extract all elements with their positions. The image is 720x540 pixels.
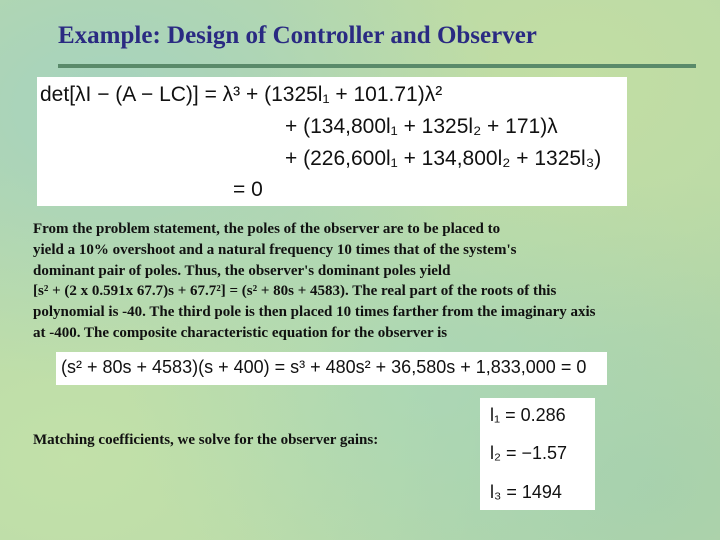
paragraph-line-1: From the problem statement, the poles of the observer are to be placed to: [33, 221, 501, 237]
paragraph-line-2: yield a 10% overshoot and a natural frequency 10 times that of the system's: [33, 241, 517, 258]
observer-gains-box: [480, 398, 595, 510]
paragraph-line-5: polynomial is -40. The third pole is then placed 10 times farther from the imaginary axis: [33, 304, 596, 321]
paragraph-line-4: [s² + (2 x 0.591x 67.7)s + 67.7²] = (s² + 80s + 4583). The real part of the roots of this: [33, 283, 557, 300]
det-equation-line-1: det[λI − (A − LC)] = λ³ + (1325l₁ + 101.71)λ²: [40, 83, 443, 106]
gain-l3: l₃ = 1494: [490, 482, 562, 502]
gain-l2: l₂ = −1.57: [490, 443, 568, 463]
determinant-equation: [37, 77, 627, 206]
paragraph-line-6: at -400. The composite characteristic equation for the observer is: [33, 324, 448, 341]
problem-paragraph: [33, 219, 717, 344]
characteristic-equation: [56, 352, 607, 385]
det-equation-line-2: + (134,800l₁ + 1325l₂ + 171)λ: [285, 115, 558, 138]
det-equation-line-3: + (226,600l₁ + 134,800l₂ + 1325l₃): [285, 147, 602, 170]
characteristic-equation-text: (s² + 80s + 4583)(s + 400) = s³ + 480s² + 36,580s + 1,833,000 = 0: [61, 357, 587, 377]
det-equation-line-4: = 0: [233, 178, 263, 201]
gain-l1: l₁ = 0.286: [490, 405, 566, 425]
matching-coefficients-text: Matching coefficients, we solve for the observer gains:: [33, 432, 379, 448]
slide-title: Example: Design of Controller and Observer: [58, 22, 537, 49]
title-underline: [58, 64, 696, 68]
paragraph-line-3: dominant pair of poles. Thus, the observer's dominant poles yield: [33, 262, 451, 279]
